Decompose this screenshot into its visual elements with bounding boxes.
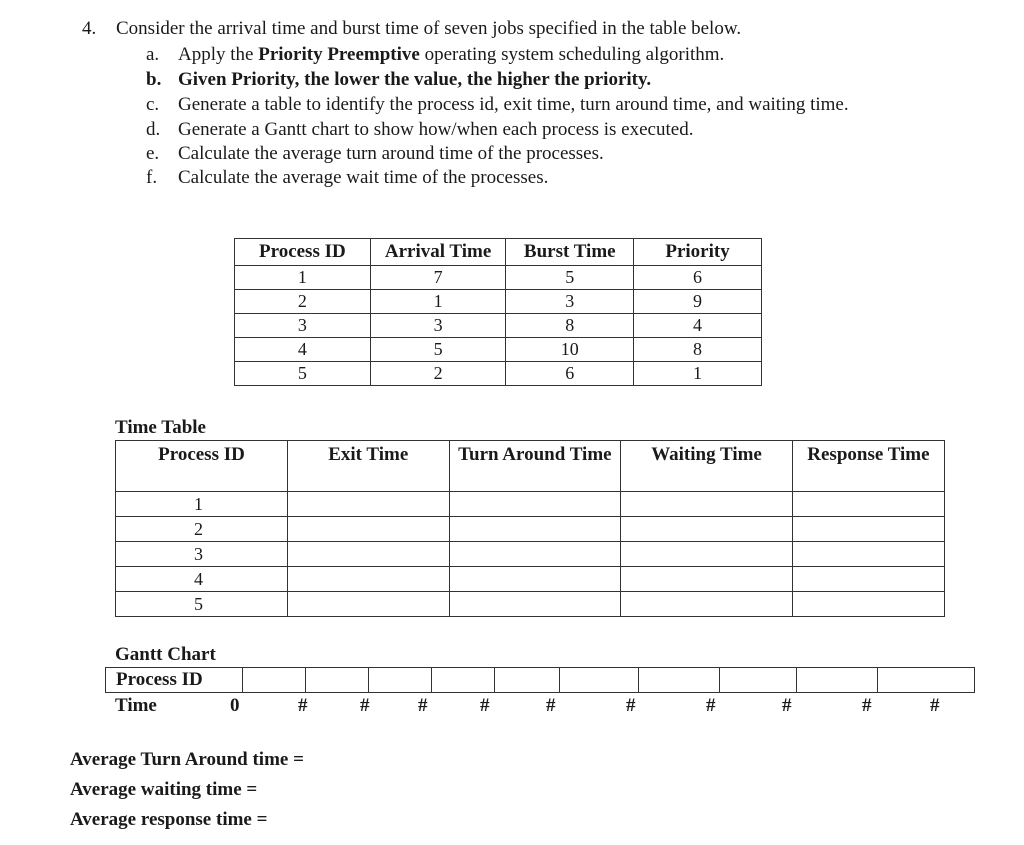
cell-arrival-time: 2: [370, 362, 506, 386]
header-exit-time: Exit Time: [287, 441, 449, 492]
time-header-row: [116, 441, 945, 492]
header-response-time: Response Time: [792, 441, 944, 492]
cell-response-time[interactable]: [792, 517, 944, 542]
average-turn-around-time: Average Turn Around time =: [70, 749, 304, 770]
question-item-a: [146, 43, 724, 67]
item-letter: b.: [146, 69, 162, 90]
header-process-id: Process ID: [235, 239, 371, 266]
cell-burst-time: 3: [506, 290, 634, 314]
cell-exit-time[interactable]: [287, 542, 449, 567]
cell-process-id: 4: [235, 338, 371, 362]
question-item-c: [146, 93, 849, 117]
gantt-time-tick: #: [418, 695, 428, 716]
table-row: [116, 492, 945, 517]
question-item-e: [146, 142, 604, 166]
cell-turn-around-time[interactable]: [449, 542, 621, 567]
cell-exit-time[interactable]: [287, 592, 449, 617]
cell-waiting-time[interactable]: [621, 492, 793, 517]
cell-waiting-time[interactable]: [621, 542, 793, 567]
gantt-cell[interactable]: [720, 668, 797, 693]
gantt-time-tick: #: [862, 695, 872, 716]
gantt-time-tick: #: [298, 695, 308, 716]
cell-waiting-time[interactable]: [621, 567, 793, 592]
cell-turn-around-time[interactable]: [449, 592, 621, 617]
cell-process-id: 1: [235, 266, 371, 290]
gantt-time-tick: #: [626, 695, 636, 716]
item-text: Generate a Gantt chart to show how/when each process is executed.: [178, 119, 694, 140]
gantt-process-label: Process ID: [106, 668, 243, 693]
gantt-process-row: [106, 668, 975, 693]
cell-arrival-time: 3: [370, 314, 506, 338]
cell-burst-time: 5: [506, 266, 634, 290]
cell-arrival-time: 1: [370, 290, 506, 314]
gantt-time-tick: #: [480, 695, 490, 716]
question-number: 4.: [82, 18, 97, 39]
time-table: [115, 440, 945, 617]
gantt-cell[interactable]: [306, 668, 369, 693]
cell-process-id: 5: [235, 362, 371, 386]
cell-process-id: 3: [235, 314, 371, 338]
cell-waiting-time[interactable]: [621, 592, 793, 617]
cell-process-id: 2: [116, 517, 288, 542]
table-row: [235, 362, 762, 386]
cell-burst-time: 10: [506, 338, 634, 362]
jobs-header-row: [235, 239, 762, 266]
table-row: [235, 338, 762, 362]
gantt-time-tick: #: [546, 695, 556, 716]
header-turn-around-time: Turn Around Time: [449, 441, 621, 492]
cell-burst-time: 8: [506, 314, 634, 338]
header-waiting-time: Waiting Time: [621, 441, 793, 492]
question-text: Consider the arrival time and burst time of seven jobs specified in the table below.: [116, 18, 742, 39]
gantt-time-tick: #: [930, 695, 940, 716]
item-text-post: operating system scheduling algorithm.: [419, 44, 725, 65]
gantt-cell[interactable]: [243, 668, 306, 693]
header-priority: Priority: [634, 239, 762, 266]
cell-process-id: 3: [116, 542, 288, 567]
gantt-time-tick: #: [360, 695, 370, 716]
item-letter: d.: [146, 119, 161, 140]
header-burst-time: Burst Time: [506, 239, 634, 266]
item-letter: e.: [146, 143, 160, 164]
question-item-d: [146, 118, 693, 142]
cell-response-time[interactable]: [792, 542, 944, 567]
cell-response-time[interactable]: [792, 492, 944, 517]
header-process-id: Process ID: [116, 441, 288, 492]
question-item-b: [146, 68, 651, 92]
gantt-cell[interactable]: [560, 668, 639, 693]
table-row: [116, 567, 945, 592]
cell-process-id: 4: [116, 567, 288, 592]
gantt-time-label: Time: [115, 695, 157, 716]
gantt-cell[interactable]: [639, 668, 720, 693]
table-row: [235, 314, 762, 338]
item-text: Calculate the average wait time of the processes.: [178, 167, 549, 188]
cell-priority: 9: [634, 290, 762, 314]
cell-arrival-time: 5: [370, 338, 506, 362]
time-table-title: Time Table: [115, 417, 206, 438]
cell-turn-around-time[interactable]: [449, 492, 621, 517]
cell-arrival-time: 7: [370, 266, 506, 290]
cell-priority: 6: [634, 266, 762, 290]
average-waiting-time: Average waiting time =: [70, 779, 258, 800]
cell-priority: 4: [634, 314, 762, 338]
gantt-time-start: 0: [230, 695, 240, 716]
gantt-cell[interactable]: [797, 668, 878, 693]
cell-process-id: 5: [116, 592, 288, 617]
item-text-pre: Apply the: [178, 44, 259, 65]
cell-response-time[interactable]: [792, 592, 944, 617]
item-text: Calculate the average turn around time of the processes.: [178, 143, 604, 164]
header-arrival-time: Arrival Time: [370, 239, 506, 266]
average-response-time: Average response time =: [70, 809, 268, 830]
gantt-title: Gantt Chart: [115, 644, 216, 665]
gantt-cell[interactable]: [878, 668, 975, 693]
cell-turn-around-time[interactable]: [449, 517, 621, 542]
item-text-bold: Priority Preemptive: [258, 44, 420, 65]
table-row: [116, 542, 945, 567]
item-text: Generate a table to identify the process id, exit time, turn around time, and waiting time.: [178, 94, 849, 115]
gantt-time-tick: #: [782, 695, 792, 716]
item-text-bold: Given Priority, the lower the value, the higher the priority.: [178, 69, 652, 90]
table-row: [235, 290, 762, 314]
table-row: [235, 266, 762, 290]
cell-exit-time[interactable]: [287, 517, 449, 542]
table-row: [116, 592, 945, 617]
cell-priority: 1: [634, 362, 762, 386]
jobs-table: [234, 238, 762, 386]
cell-burst-time: 6: [506, 362, 634, 386]
item-letter: c.: [146, 94, 160, 115]
cell-exit-time[interactable]: [287, 567, 449, 592]
gantt-cell[interactable]: [369, 668, 432, 693]
cell-process-id: 1: [116, 492, 288, 517]
item-letter: f.: [146, 167, 158, 188]
cell-process-id: 2: [235, 290, 371, 314]
question-item-f: [146, 166, 548, 190]
gantt-table: [105, 667, 975, 693]
table-row: [116, 517, 945, 542]
item-letter: a.: [146, 44, 160, 65]
cell-turn-around-time[interactable]: [449, 567, 621, 592]
cell-waiting-time[interactable]: [621, 517, 793, 542]
gantt-cell[interactable]: [495, 668, 560, 693]
cell-response-time[interactable]: [792, 567, 944, 592]
gantt-cell[interactable]: [432, 668, 495, 693]
cell-priority: 8: [634, 338, 762, 362]
gantt-time-tick: #: [706, 695, 716, 716]
cell-exit-time[interactable]: [287, 492, 449, 517]
